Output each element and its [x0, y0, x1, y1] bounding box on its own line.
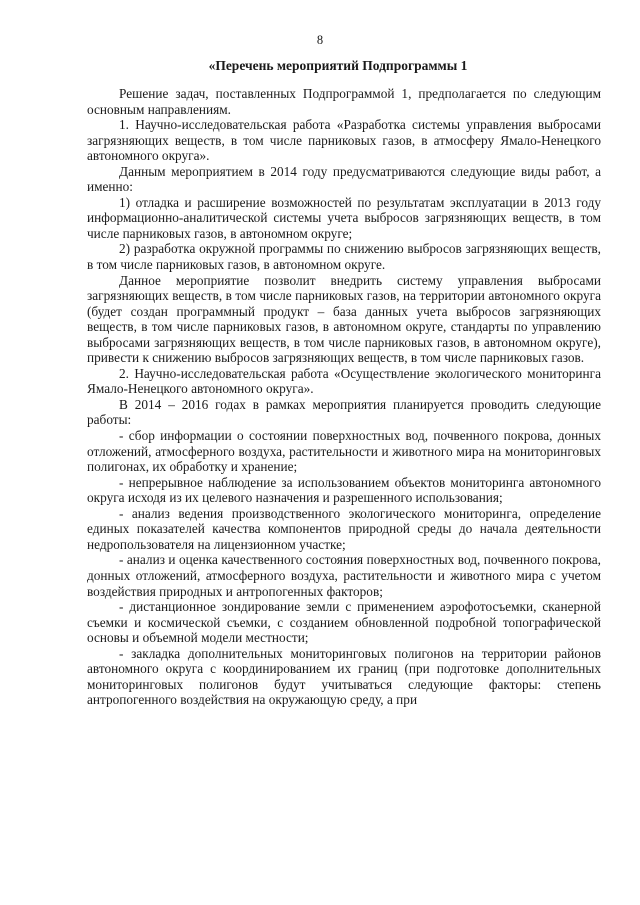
list-item: 1) отладка и расширение возможностей по результатам эксплуатации в 2013 году информационно-аналитической системы учета выбросов загрязняющих веществ, в том числе парниковых газов, в автономном округе;	[87, 194, 601, 241]
paragraph: 1. Научно-исследовательская работа «Разработка системы управления выбросами загрязняющих веществ, в том числе парниковых газов, в атмосферу Ямало-Ненецкого автономного округа».	[87, 117, 601, 164]
section-heading: «Перечень мероприятий Подпрограммы 1	[208, 58, 468, 73]
paragraph: Данным мероприятием в 2014 году предусматриваются следующие виды работ, а именно:	[87, 163, 601, 195]
list-item: - сбор информации о состоянии поверхностных вод, почвенного покрова, донных отложений, атмосферного воздуха, растительности и животного мира на мониторинговых полигонах, их обработку и хранение;	[87, 428, 601, 475]
paragraph: Решение задач, поставленных Подпрограммой 1, предполагается по следующим основным направлениям.	[87, 86, 601, 117]
page-number: 8	[316, 33, 324, 47]
list-item: - непрерывное наблюдение за использованием объектов мониторинга автономного округа исходя из их целевого назначения и разрешенного использования;	[87, 474, 601, 506]
document-body	[87, 86, 601, 708]
paragraph: Данное мероприятие позволит внедрить систему управления выбросами загрязняющих веществ, в том числе парниковых газов, на территории автономного округа (будет создан программный продукт – база данных учета выбросов загрязняющих веществ, в том числе парниковых газов, в автономном округе, стандарты по управлению выбросами загрязняющих веществ, в том числе парниковых газов, в автономном округе), привести к снижению выбросов загрязняющих веществ, в том числе парниковых газов.	[87, 272, 601, 366]
paragraph: В 2014 – 2016 годах в рамках мероприятия планируется проводить следующие работы:	[87, 396, 601, 428]
list-item: - закладка дополнительных мониторинговых полигонов на территории районов автономного округа с координированием их границ (при подготовке дополнительных мониторинговых полигонов будут учитываться следующие факторы: степень антропогенного воздействия на окружающую среду, а при	[87, 645, 601, 708]
paragraph: 2. Научно-исследовательская работа «Осуществление экологического мониторинга Ямало-Ненецкого автономного округа».	[87, 365, 601, 397]
list-item: 2) разработка окружной программы по снижению выбросов загрязняющих веществ, в том числе парниковых газов, в автономном округе.	[87, 241, 601, 273]
list-item: - анализ ведения производственного экологического мониторинга, определение единых показателей качества компонентов природной среды до начала деятельности недропользователя на лицензионном участке;	[87, 505, 601, 552]
list-item: - дистанционное зондирование земли с применением аэрофотосъемки, сканерной съемки и космической съемки, с созданием обновленной подробной топографической основы и объемной модели местности;	[87, 599, 601, 646]
list-item: - анализ и оценка качественного состояния поверхностных вод, почвенного покрова, донных отложений, атмосферного воздуха, растительности и животного мира с учетом воздействия природных и антропогенных факторов;	[87, 552, 601, 599]
